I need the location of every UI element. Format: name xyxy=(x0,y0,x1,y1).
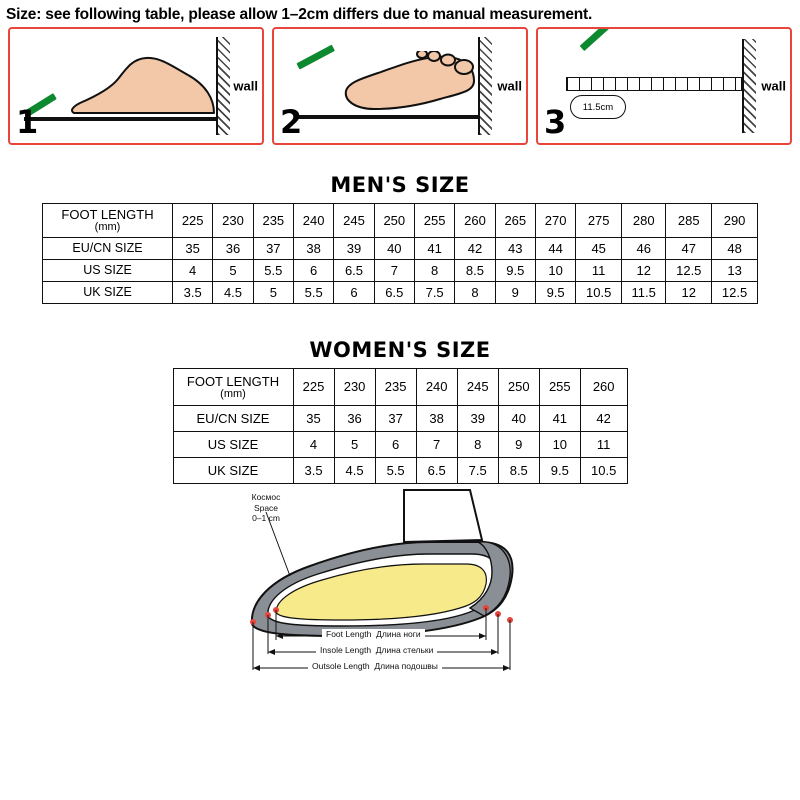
table-cell: 41 xyxy=(539,406,580,432)
table-cell: 290 xyxy=(712,204,758,238)
table-cell: 240 xyxy=(293,204,333,238)
measurement-steps xyxy=(0,25,800,145)
table-cell: 4 xyxy=(173,259,213,281)
table-cell: 36 xyxy=(213,237,253,259)
table-cell: 4.5 xyxy=(334,458,375,484)
table-cell: 260 xyxy=(455,204,495,238)
table-cell: 260 xyxy=(580,368,627,406)
table-cell: 37 xyxy=(253,237,293,259)
table-cell: 45 xyxy=(576,237,622,259)
foot-bottom-icon xyxy=(340,51,480,115)
wall-label: wall xyxy=(233,78,258,94)
table-cell: 10 xyxy=(539,432,580,458)
table-cell: 40 xyxy=(498,406,539,432)
table-cell: 37 xyxy=(375,406,416,432)
table-cell: 9.5 xyxy=(539,458,580,484)
table-cell: 6 xyxy=(293,259,333,281)
table-cell: 230 xyxy=(213,204,253,238)
table-cell: 7 xyxy=(374,259,414,281)
table-cell: 7 xyxy=(416,432,457,458)
table-cell: 240 xyxy=(416,368,457,406)
table-cell: 12 xyxy=(666,281,712,303)
wall-hatch-icon xyxy=(216,37,230,135)
foot-side-icon xyxy=(68,55,218,117)
womens-table-wrapper xyxy=(0,368,800,485)
table-cell: 9 xyxy=(495,281,535,303)
table-row xyxy=(173,432,627,458)
table-cell: 9 xyxy=(498,432,539,458)
table-cell: 10 xyxy=(535,259,575,281)
table-cell: 8.5 xyxy=(498,458,539,484)
table-cell: 3.5 xyxy=(293,458,334,484)
table-cell: 12.5 xyxy=(666,259,712,281)
table-cell: 11 xyxy=(580,432,627,458)
table-cell: 265 xyxy=(495,204,535,238)
row-header: US SIZE xyxy=(43,259,173,281)
table-cell: 43 xyxy=(495,237,535,259)
table-cell: 3.5 xyxy=(173,281,213,303)
space-caption: Космос Space 0–1 cm xyxy=(251,492,281,524)
table-cell: 11 xyxy=(576,259,622,281)
table-cell: 39 xyxy=(457,406,498,432)
step-number: 1 xyxy=(16,103,39,142)
step-number: 3 xyxy=(544,103,567,142)
row-header: UK SIZE xyxy=(43,281,173,303)
row-header: US SIZE xyxy=(173,432,293,458)
table-cell: 6 xyxy=(375,432,416,458)
ground-line xyxy=(298,115,478,119)
table-cell: 42 xyxy=(455,237,495,259)
table-cell: 9.5 xyxy=(535,281,575,303)
mens-size-title: MEN'S SIZE xyxy=(330,173,470,198)
table-cell: 5 xyxy=(213,259,253,281)
mens-table-wrapper xyxy=(0,203,800,304)
table-cell: 255 xyxy=(539,368,580,406)
table-cell: 4.5 xyxy=(213,281,253,303)
table-row xyxy=(173,458,627,484)
table-cell: 6.5 xyxy=(374,281,414,303)
ruler-icon xyxy=(566,77,742,91)
table-cell: 235 xyxy=(375,368,416,406)
measure-label-foot-length: Foot Length Длина ноги xyxy=(322,629,425,639)
table-cell: 5.5 xyxy=(293,281,333,303)
step-2 xyxy=(272,27,528,145)
table-row xyxy=(173,406,627,432)
wall-hatch-icon xyxy=(478,37,492,135)
womens-size-title: WOMEN'S SIZE xyxy=(309,337,491,362)
table-cell: 11.5 xyxy=(622,281,666,303)
table-cell: 35 xyxy=(173,237,213,259)
table-cell: 7.5 xyxy=(414,281,454,303)
wall-label: wall xyxy=(497,78,522,94)
green-marker xyxy=(296,45,335,70)
table-cell: 48 xyxy=(712,237,758,259)
table-row xyxy=(173,368,627,406)
table-cell: 35 xyxy=(293,406,334,432)
row-header: UK SIZE xyxy=(173,458,293,484)
table-cell: 47 xyxy=(666,237,712,259)
table-cell: 10.5 xyxy=(576,281,622,303)
table-cell: 225 xyxy=(173,204,213,238)
table-cell: 12.5 xyxy=(712,281,758,303)
table-cell: 46 xyxy=(622,237,666,259)
womens-size-table xyxy=(173,368,628,485)
table-cell: 5.5 xyxy=(253,259,293,281)
step-1 xyxy=(8,27,264,145)
table-cell: 10.5 xyxy=(580,458,627,484)
table-cell: 36 xyxy=(334,406,375,432)
table-cell: 280 xyxy=(622,204,666,238)
wall-label: wall xyxy=(761,78,786,94)
row-header: EU/CN SIZE xyxy=(43,237,173,259)
table-cell: 250 xyxy=(374,204,414,238)
table-cell: 8 xyxy=(457,432,498,458)
table-cell: 8 xyxy=(414,259,454,281)
green-marker xyxy=(580,27,610,51)
table-cell: 6.5 xyxy=(334,259,374,281)
instruction-note: Size: see following table, please allow 1–2cm differs due to manual measurement. xyxy=(6,6,593,23)
table-cell: 6.5 xyxy=(416,458,457,484)
table-cell: 4 xyxy=(293,432,334,458)
table-cell: 250 xyxy=(498,368,539,406)
table-cell: 230 xyxy=(334,368,375,406)
ground-line xyxy=(24,117,216,121)
table-cell: 9.5 xyxy=(495,259,535,281)
table-cell: 41 xyxy=(414,237,454,259)
row-header: EU/CN SIZE xyxy=(173,406,293,432)
table-cell: 8 xyxy=(455,281,495,303)
table-cell: 270 xyxy=(535,204,575,238)
table-cell: 245 xyxy=(334,204,374,238)
wall-hatch-icon xyxy=(742,39,756,133)
table-cell: 285 xyxy=(666,204,712,238)
table-cell: 245 xyxy=(457,368,498,406)
table-cell: 255 xyxy=(414,204,454,238)
table-cell: 8.5 xyxy=(455,259,495,281)
table-row xyxy=(43,259,758,281)
measure-label-insole-length: Insole Length Длина стельки xyxy=(316,645,437,655)
measure-label-outsole-length: Outsole Length Длина подошвы xyxy=(308,661,442,671)
shoe-diagram xyxy=(0,484,800,694)
row-header: FOOT LENGTH (mm) xyxy=(173,368,293,406)
table-cell: 38 xyxy=(293,237,333,259)
table-cell: 5.5 xyxy=(375,458,416,484)
table-row xyxy=(43,281,758,303)
table-row xyxy=(43,237,758,259)
mens-size-table xyxy=(42,203,758,304)
table-cell: 225 xyxy=(293,368,334,406)
table-cell: 44 xyxy=(535,237,575,259)
table-cell: 38 xyxy=(416,406,457,432)
table-cell: 40 xyxy=(374,237,414,259)
table-cell: 5 xyxy=(253,281,293,303)
row-header: FOOT LENGTH (mm) xyxy=(43,204,173,238)
step-3 xyxy=(536,27,792,145)
ruler-value-badge: 11.5cm xyxy=(570,95,626,119)
table-cell: 235 xyxy=(253,204,293,238)
table-cell: 5 xyxy=(334,432,375,458)
table-row xyxy=(43,204,758,238)
table-cell: 39 xyxy=(334,237,374,259)
table-cell: 12 xyxy=(622,259,666,281)
table-cell: 6 xyxy=(334,281,374,303)
table-cell: 42 xyxy=(580,406,627,432)
table-cell: 275 xyxy=(576,204,622,238)
table-cell: 7.5 xyxy=(457,458,498,484)
table-cell: 13 xyxy=(712,259,758,281)
step-number: 2 xyxy=(280,103,303,142)
